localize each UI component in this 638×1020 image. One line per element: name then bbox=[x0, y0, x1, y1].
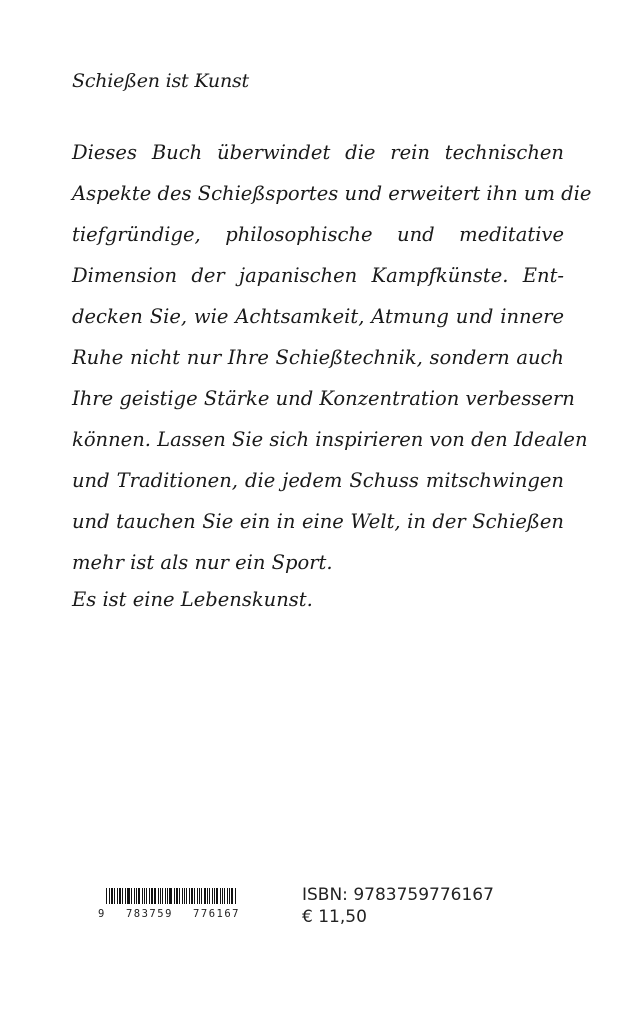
price-label: € 11,50 bbox=[302, 907, 367, 927]
blurb-line: Ihre geistige Stärke und Konzentration verbessern bbox=[72, 387, 575, 410]
barcode-digit-group: 9 bbox=[98, 908, 106, 920]
blurb-line: und Traditionen, die jedem Schuss mitschwingen bbox=[72, 469, 564, 492]
blurb-text bbox=[72, 132, 592, 620]
blurb-line: mehr ist als nur ein Sport. bbox=[72, 551, 333, 574]
barcode-digit-group: 783759 bbox=[125, 908, 173, 920]
blurb-line: und tauchen Sie ein in eine Welt, in der Schießen bbox=[72, 510, 564, 533]
barcode-digit-group: 776167 bbox=[193, 908, 240, 920]
barcode bbox=[98, 888, 240, 920]
blurb-line: decken Sie, wie Achtsamkeit, Atmung und innere bbox=[72, 305, 564, 328]
blurb-line: Ruhe nicht nur Ihre Schießtechnik, sondern auch bbox=[72, 346, 564, 369]
book-title: Schießen ist Kunst bbox=[72, 70, 249, 92]
isbn-label: ISBN: 9783759776167 bbox=[302, 885, 494, 905]
blurb-line: Aspekte des Schießsportes und erweitert ihn um die bbox=[72, 182, 592, 205]
book-meta bbox=[302, 884, 494, 928]
blurb-line: tiefgründige, philosophische und meditative bbox=[72, 223, 564, 246]
blurb-line: können. Lassen Sie sich inspirieren von den Idealen bbox=[72, 428, 588, 451]
barcode-bars bbox=[106, 888, 238, 904]
blurb-line: Dimension der japanischen Kampfkünste. Ent- bbox=[72, 264, 564, 287]
barcode-digits bbox=[98, 908, 240, 920]
blurb-line: Dieses Buch überwindet die rein technischen bbox=[72, 141, 564, 164]
closing-line: Es ist eine Lebenskunst. bbox=[72, 588, 313, 611]
